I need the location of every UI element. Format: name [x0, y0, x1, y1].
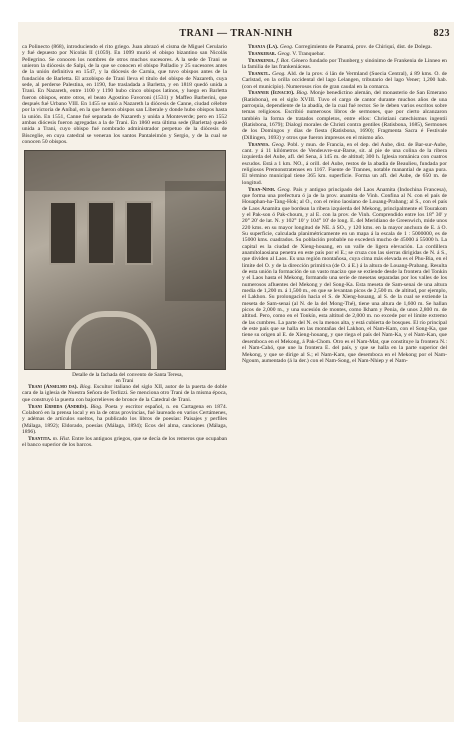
entry-tag: Geog. — [272, 70, 286, 77]
document-page — [18, 22, 454, 722]
entry-text: Poeta y escritor español, n. en Cartagena en 1874. Colaboró en la prensa local y en la de otras provincias, fué laureado en varios Certámenes, y adémas de artículos sueltos, ha publicado los libros de poesías: Paisajes y perfiles (Málaga, 1892); Eldorado, poesías (Málaga, 1894); Ecos del alma, canciones (Málaga, 1896). — [22, 403, 227, 435]
entry-text: Ald. de la prov. ó län de Vermland (Suecia Central), á 89 kms. O. de Carlstad, en la orilla occidental del lago Lelangen, tributario del lago Vener; 1,200 hab. (con el municipio). Numerosos ríos de gran caudal en la comarca. — [242, 70, 447, 90]
entry-head: Trannes. — [248, 141, 270, 148]
entry — [22, 384, 227, 403]
entry — [242, 142, 447, 186]
entry — [22, 436, 227, 449]
entry — [242, 44, 447, 50]
convent-facade-photo — [24, 150, 226, 370]
right-column — [242, 44, 447, 716]
entry-head: Trani (Anselmo da). — [28, 384, 78, 390]
entry — [242, 51, 447, 57]
entry-head: Tran-Ninh. — [248, 186, 276, 193]
entry-text: Entre los antiguos griegos, que se decía de los remeros que ocupaban el banco superior de los barcos. — [22, 435, 227, 449]
entry-tag: Geog. — [277, 186, 291, 193]
entry-tag: f. Bot. — [276, 57, 290, 64]
entry-head: Trankenia. — [248, 57, 275, 64]
entry-tag: Geog. — [271, 141, 286, 148]
page-title: TRANI — TRAN-NINH — [179, 28, 293, 39]
caption-line-2: en Trani — [115, 377, 134, 384]
entry — [242, 71, 447, 90]
entry-head: Trankebar. — [248, 50, 277, 57]
entry-text: Corregimiento de Panamá, prov. de Chiriquí, dist. de Dolega. — [294, 44, 432, 50]
entry-text: Pobl. y mun. de Francia, en el dep. del Aube, dist. de Bar-sur-Aube, cant. y á 11 kilómetros de Vendeuvre-sur-Barse, sit. al pie de una colina de la ribera izquierda del Aube, afl. del Sena, á 145 m. de altitud; 300 h. Iglesia románica con cuatros escudos. Está a 1 km. NO., á orill. del Aube, restos de la abadía de Beaulieu, fundada por religiosos Premonstratenses en 1167. Fuente de Trannes, notable manantial de agua pura. El término municipal tiene 365 km. superficie. Forma un afl. del Aube, de 650 m. de longitud. — [242, 141, 447, 186]
entry-head: Tranktl. — [248, 70, 271, 77]
entry-head: Tranner (Ignacio). — [248, 90, 295, 97]
entry-head: Trantita. — [28, 435, 52, 442]
entry-text: País y antiguo principado del Laos Anamita (Indochina Francesa), que forma una prefectura ó ja de la prov. anamita de Vinh. Confina al N. con el país de Houaphan-ha-Tang-Hok; al O., con el reino laosiano de Louang-Prabang; al S., con el país de Laos Anamita que bordean la ribera izquierda del Mekong, principalmente el Tourakom y el Pak-son ó Pak-choum, y al E. con la prov. de Vinh. Comprendido entre los 18° 30' y 20° 20' de lat. N. y 102° 10' y 104° 10' de long. E. del Meridiano de Greenwich, mide unos 220 kms. en su mayor longitud de NE. á SO., y 120 kms. en la mayor anchura de E. á O. Su superficie, calculada planimétricamente en un mapa á la escala de 1 : 5000000, es de 15000 kms. cuadrados. Su población probable no excederá mucho de 45000 á 55000 h. La capital es la ciudad de Xieng-houang, en un valle de ligera elevación. La cordillera anamítolaosiana penetra en este país por el E.; se cruza con las sierras dirigidas de N. á S., que dividen al Laos. Es una región montañosa, cuya cima más elevada es el Phu-Bia, en el límite del O. y de la dirección primitiva (de O. á E.) á la altura de Louang-Prabang. Resulta de esta unión la formación de un vasto macizo que se extiende desde la frontera del Tonkín y el Laos hasta el Mekong, formando una serie de mesetas separadas por los valles de los numerosos afluentes del Mekong y del Song-Ka. Esta meseta de Sam-senai de una altura media de 1,200 m. á 1,500 m., en que se levantan picos de 2,500 m. de altitud, por ejemplo, el Lakhon. Su prolongación hacia el S. de Xieng-houang, al S. de la cual se extiende la meseta de Sam-senai (al N. de la del Mong-Thé), tiene una altura de 1,600 m. Se hallan picos de 2,000 m., y una sucesión de montes, como Ikham y Penia, de unos 2,800 m. de altitud. Pero, como en el Tonkín, esta altitud de 2,000 m. no excede por el límite extremo de las cumbres. La parte del N. es la menos alta, y está cubierta de bosques. El río principal de este país que se halla en las montañas del Lakhon, el Nam-Kam, con el Song-Ka, que tiene su origen al E. de Xieng-houang, y que riega el país del Nam-Ka, y el Nam-Kan, que desemboca en el Mekong, á Pak-Chom. Otro es el Nam-Mat, que constituye la frontera N.: el Nam-Cahó, que une la frontera E. del país, y que se halla en la parte superior del Mekong, y que se dirige al S.; el Nam-Kam, que desemboca en el Mekong por el Nam-Ngoum, aumentado (á la der.) con el Nam-Song, el Nam-Nhiep y el Nam- — [242, 186, 447, 364]
entry — [22, 404, 227, 436]
entry-text: Género fundado por Thunberg y sinónimo de Frankenia de Linneo en la familia de las frankeniáceas. — [242, 57, 447, 71]
entry-text: Escultor italiano del siglo XII, autor de la puerta de doble cara de la iglesia de Nuestra Señora de Terlizzi. Se menciona otro Trani de la misma época, que construyó la puerta con bajorrelieves de bronce de la Catedral de Trani. — [22, 384, 227, 403]
left-column — [22, 44, 227, 716]
entry-tag: Biog. — [90, 403, 103, 410]
figure-caption — [22, 372, 227, 384]
entry-head: Trani Ermida (Andrés). — [28, 403, 88, 410]
entry — [242, 90, 447, 141]
entry-tag: Geog. — [279, 44, 294, 50]
entry-head: Tranja (La). — [248, 44, 279, 50]
entry-tag: Biog. — [79, 384, 92, 390]
page-number: 823 — [433, 28, 450, 39]
entry-text: Monje benedictino alemán, del monasterio de San Emerano (Ratisbona), en el siglo XVIII. Tuvo el cargo de cantor durante muchos años de una parroquia, dependiente de la abadía, de la cual fué rector. Se le deben varios escritos sobre temas religiosos. Escribió numerosos libros de sermones, que por cierto alcanzaron también la forma de tratados completos, entre ellos: Christiani catechismus ingentii (Ratisbona, 1679); Dialogi morales de Christi contra gentiles (Ratisbona, 1685), Sermones de los Domingos y días de fiesta (Ratisbona, 1690); Fragmenta Sacra é Festivale (Dillingen, 1693) y otros que fueron impresos en el mismo año. — [242, 90, 447, 141]
entry — [242, 58, 447, 71]
entry-text: V. Tranquebar. — [292, 50, 325, 57]
entry-tag: Biog. — [296, 90, 309, 97]
caption-line-1: Detalle de la fachada del convento de Santa Teresa, — [72, 371, 183, 378]
entry — [242, 187, 447, 365]
entry-tag: Geog. — [277, 50, 291, 57]
page-header — [18, 28, 454, 42]
entry-tag: m. Hist. — [52, 435, 71, 442]
paragraph: ca Polinecto (868), introduciendo el rito griego. Juan abrazó el cisma de Miguel Cerulario y fué depuesto por Nicolás II (1059). En 1099 murió el obispo bizantino san Nicolás Pellegrino. Se conocen los nombres de otros muchos sucesores. A la sede de Trani se unieron la diócesis de Salpi, de la que se conocen el obispo Palladio y 25 sucesores antes de la unión definitiva en 1547, y la diócesis de Carnia, que tuvo obispos antes de la fundación de Barletta. El arzobispo de Trani lleva el título del obispo de Nazareth, cuya sede, al perderse Palestina, en 1190, fue trasladada a Barletta, y en 1818 quedó unida a Trani. En Nazareth, entre 1100 y 1190 hubo cinco obispos latinos, y luego en Barletta fueron obispos, entre otros, el beato Agostino Favoroni (1531) y Maffeo Barberini, que después fué Urbano VIII. En 1455 se unió a Nazareth la diócesis de Canne, ciudad célebre por la victoria de Aníbal, en la que fueron obispos san Liberale y donde hubo obispos hasta la unión. En 1551, Canne fué separada de Nazareth y unida a Monteverde; pero en 1552 ambas diócesis fueron agregadas a la de Trani. En 1860 esta última sede (Barletta) quedó unida a Trani, cuyo obispo fué nombrado administrador perpetuo de la diócesis de Bisceglie, en cuya catedral se veneran los santos Pantaleimón y Sergio, y de la cual se conocen 50 obispos. — [22, 44, 227, 146]
